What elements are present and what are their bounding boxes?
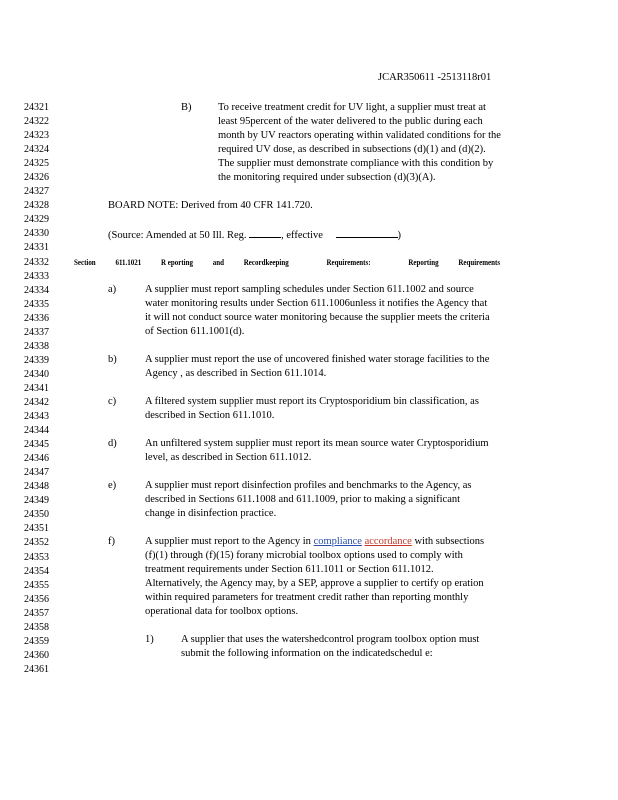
section-heading (74, 255, 518, 269)
line-number: 24326 (24, 172, 49, 184)
line-number: 24352 (24, 537, 49, 549)
line-number: 24357 (24, 607, 49, 619)
line-number: 24325 (24, 158, 49, 170)
item-c-label: c) (108, 396, 117, 407)
item-f-label: f) (108, 536, 115, 547)
item-f-first-line-prefix: A supplier must report to the Agency in (145, 536, 311, 547)
line-number: 24356 (24, 593, 49, 605)
item-f1-line: submit the following information on the indicatedschedul e: (181, 648, 433, 659)
item-a-line: of Section 611.1001(d). (145, 326, 245, 337)
line-number: 24337 (24, 326, 49, 338)
item-b-lower-line: A supplier must report the use of uncovered finished water storage facilities to the (145, 354, 490, 365)
section-heading-title: Recordkeeping (243, 257, 289, 267)
line-number: 24354 (24, 565, 49, 577)
item-b-label: B) (181, 102, 192, 113)
item-b-line: The supplier must demonstrate compliance with this condition by (218, 158, 494, 169)
line-number: 24353 (24, 551, 49, 563)
page-header-doc-id: JCAR350611 -2513118r01 (378, 72, 492, 83)
line-number: 24333 (24, 270, 49, 282)
line-number: 24338 (24, 340, 49, 352)
line-number: 24330 (24, 228, 49, 240)
line-number: 24348 (24, 481, 49, 493)
item-b-line: To receive treatment credit for UV light, a supplier must treat at (218, 102, 486, 113)
item-f-line: (f)(1) through (f)(15) forany microbial toolbox options used to comply with (145, 550, 463, 561)
line-number: 24346 (24, 453, 49, 465)
line-number: 24336 (24, 312, 49, 324)
line-number: 24343 (24, 411, 49, 423)
item-b-line: month by UV reactors operating within validated conditions for the (218, 130, 501, 141)
item-f1-label: 1) (145, 634, 154, 645)
item-d-line: level, as described in Section 611.1012. (145, 452, 312, 463)
inserted-text-mark: compliance (313, 536, 362, 547)
item-a-line: water monitoring results under Section 611.1006unless it notifies the Agency that (145, 298, 488, 309)
section-heading-title: and (212, 257, 224, 267)
line-number: 24360 (24, 649, 49, 661)
line-number: 24322 (24, 116, 49, 128)
line-number: 24350 (24, 509, 49, 521)
item-e-line: described in Sections 611.1008 and 611.1009, prior to making a significant (145, 494, 461, 505)
item-f-line: operational data for toolbox options. (145, 606, 299, 617)
item-d-label: d) (108, 438, 117, 449)
source-note-prefix: (Source: Amended at 50 Ill. Reg. (108, 230, 247, 241)
item-a-line: it will not conduct source water monitoring because the supplier meets the criteria (145, 312, 490, 323)
item-b-lower-line: Agency , as described in Section 611.1014. (145, 368, 327, 379)
line-number: 24359 (24, 635, 49, 647)
line-number: 24361 (24, 663, 49, 675)
deleted-text-mark: accordance (364, 536, 412, 547)
line-number: 24345 (24, 439, 49, 451)
item-f-line: Alternatively, the Agency may, by a SEP, approve a supplier to certify op eration (145, 578, 484, 589)
line-number: 24347 (24, 467, 49, 479)
item-e-line: A supplier must report disinfection profiles and benchmarks to the Agency, as (145, 480, 472, 491)
source-note-blank-date (336, 227, 398, 238)
line-number: 24341 (24, 382, 49, 394)
item-d-line: An unfiltered system supplier must report its mean source water Cryptosporidium (145, 438, 489, 449)
item-e-label: e) (108, 480, 117, 491)
line-number: 24355 (24, 579, 49, 591)
line-number: 24334 (24, 284, 49, 296)
line-number: 24324 (24, 144, 49, 156)
section-heading-number: 611.1021 (115, 257, 142, 267)
section-heading-title: Reporting (408, 257, 439, 267)
item-f-line: treatment requirements under Section 611.1011 or Section 611.1012. (145, 564, 434, 575)
line-number: 24327 (24, 186, 49, 198)
line-number-gutter (24, 101, 49, 677)
line-number: 24358 (24, 621, 49, 633)
item-f-first-line (145, 535, 484, 549)
item-a-line: A supplier must report sampling schedules under Section 611.1002 and source (145, 284, 474, 295)
item-b-line: required UV dose, as described in subsections (d)(1) and (d)(2). (218, 144, 486, 155)
line-number: 24332 (24, 256, 49, 268)
line-number: 24328 (24, 200, 49, 212)
line-number: 24340 (24, 368, 49, 380)
item-f1-line: A supplier that uses the watershedcontrol program toolbox option must (181, 634, 480, 645)
item-c-line: A filtered system supplier must report its Cryptosporidium bin classification, as (145, 396, 479, 407)
line-number: 24321 (24, 102, 49, 113)
line-number: 24329 (24, 214, 49, 226)
section-heading-title: Requirements: (326, 257, 371, 267)
source-note-suffix: ) (397, 230, 402, 241)
board-note: BOARD NOTE: Derived from 40 CFR 141.720. (108, 200, 313, 211)
item-f-line: within required parameters for treatment credit rather than reporting monthly (145, 592, 469, 603)
source-note-middle: , effective (281, 230, 323, 241)
item-e-line: change in disinfection practice. (145, 508, 277, 519)
section-heading-title: R eporting (161, 257, 193, 267)
line-number: 24351 (24, 523, 49, 535)
source-note (108, 227, 401, 243)
section-heading-word: Section (74, 257, 96, 267)
line-number: 24349 (24, 495, 49, 507)
item-b-line: the monitoring required under subsection (d)(3)(A). (218, 172, 436, 183)
line-number: 24331 (24, 242, 49, 254)
section-heading-title: Requirements (458, 257, 501, 267)
line-number: 24335 (24, 298, 49, 310)
item-b-line: least 95percent of the water delivered to the public during each (218, 116, 483, 127)
item-b-lower-label: b) (108, 354, 117, 365)
line-number: 24342 (24, 396, 49, 408)
line-number: 24339 (24, 354, 49, 366)
item-f-first-line-suffix: with subsections (414, 536, 485, 547)
source-note-blank-issue (249, 227, 281, 238)
line-number: 24323 (24, 130, 49, 142)
item-c-line: described in Section 611.1010. (145, 410, 275, 421)
line-number: 24344 (24, 425, 49, 437)
item-a-label: a) (108, 284, 117, 295)
